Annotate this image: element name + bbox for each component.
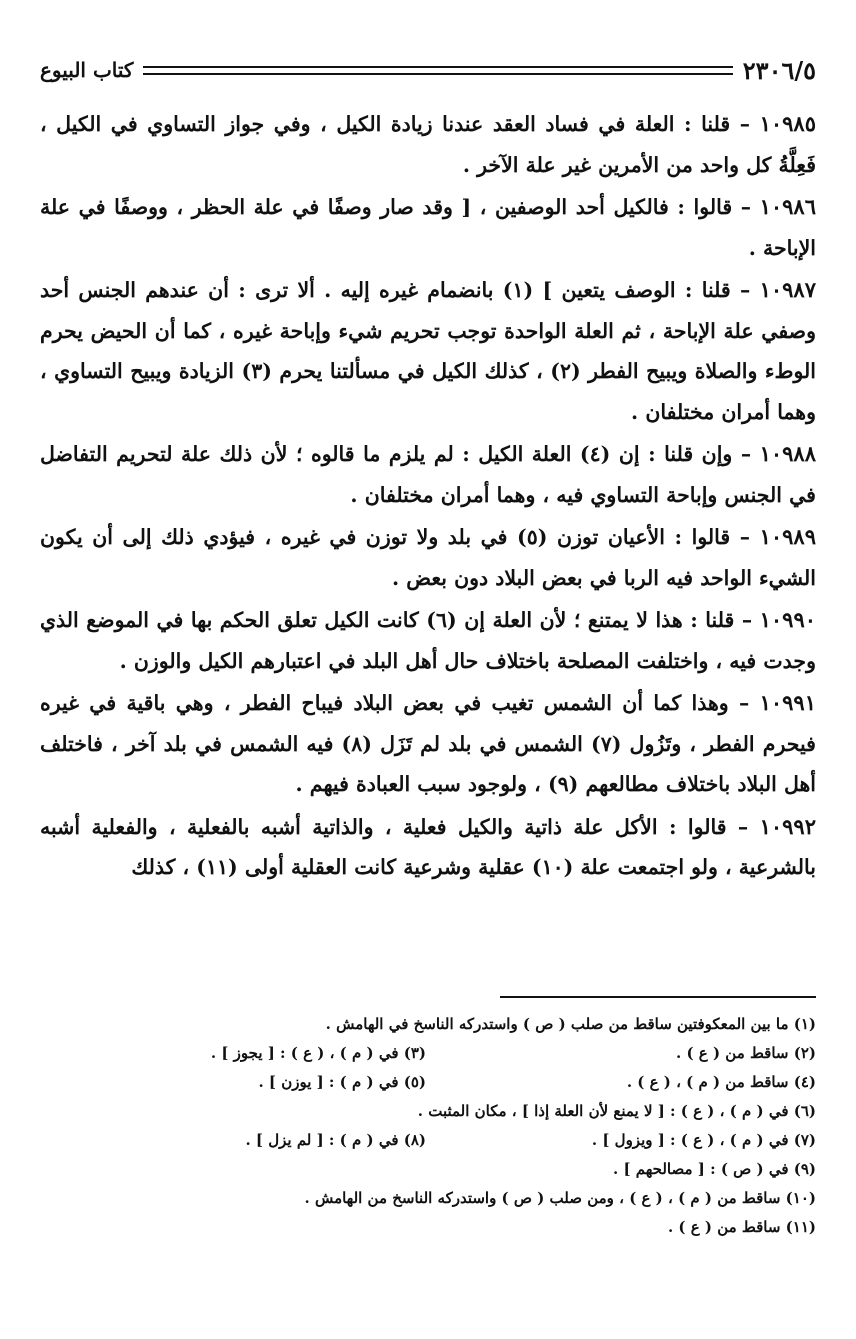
paragraph: [40, 683, 816, 805]
paragraph-number: ١٠٩٨٨: [759, 441, 816, 466]
paragraph-number: ١٠٩٩١: [759, 690, 816, 715]
paragraph: [40, 187, 816, 268]
paragraph: [40, 600, 816, 681]
footnote: (٦) في ( م ) ، ( ع ) : [ لا يمنع لأن العلة إذا ] ، مكان المثبت .: [417, 1102, 816, 1120]
page-number: ٢٣٠٦/٥: [742, 55, 816, 85]
paragraph-number: ١٠٩٨٥: [759, 111, 816, 136]
paragraph-number: ١٠٩٨٩: [759, 524, 816, 549]
paragraph-text: – وإن قلنا : إن (٤) العلة الكيل : لم يلزم ما قالوه ؛ لأن ذلك علة لتحريم التفاضل في الجنس وإباحة التساوي فيه ، وهما أمران مختلفان .: [40, 442, 816, 507]
paragraph: [40, 270, 816, 432]
footnote: (٢) ساقط من ( ع ) .: [676, 1044, 816, 1062]
paragraph: [40, 434, 816, 515]
footnote-row: [40, 1068, 816, 1097]
footnote: (١١) ساقط من ( ع ) .: [667, 1218, 816, 1236]
paragraph: [40, 517, 816, 598]
paragraph-text: – قلنا : هذا لا يمتنع ؛ لأن العلة إن (٦) كانت الكيل تعلق الحكم بها في الموضع الذي وجدت فيه ، واختلفت المصلحة باختلاف حال أهل البلد في اعتبارهم الكيل والوزن .: [40, 608, 816, 673]
footnote-row: [40, 1039, 816, 1068]
paragraph: [40, 104, 816, 185]
paragraph: [40, 807, 816, 888]
footnote: (١) ما بين المعكوفتين ساقط من صلب ( ص ) واستدركه الناسخ في الهامش .: [325, 1015, 816, 1033]
footnote-separator: [500, 996, 816, 998]
footnotes: [40, 1010, 816, 1242]
paragraph-number: ١٠٩٨٧: [759, 277, 816, 302]
paragraph-text: – وهذا كما أن الشمس تغيب في بعض البلاد فيباح الفطر ، وهي باقية في غيره فيحرم الفطر ، وتَزُول (٧) الشمس في بلد لم تَزَل (٨) فيه الشمس في بلد آخر ، فاختلف أهل البلاد باختلاف مطالعهم (٩) ، ولوجود سبب العبادة فيهم .: [40, 691, 816, 796]
footnote: (٨) في ( م ) : [ لم يزل ] .: [245, 1131, 426, 1149]
paragraph-number: ١٠٩٩٠: [759, 607, 817, 632]
footnote-row: [40, 1126, 816, 1155]
book-title: كتاب البيوع: [40, 58, 134, 82]
header-rule: [143, 66, 732, 75]
paragraph-text: – قلنا : العلة في فساد العقد عندنا زيادة الكيل ، وفي جواز التساوي في الكيل ، فَعِلَّةُ كل واحد من الأمرين غير علة الآخر .: [40, 112, 816, 177]
footnote: (٥) في ( م ) : [ يوزن ] .: [258, 1073, 426, 1091]
main-text: [40, 104, 816, 888]
footnote: (١٠) ساقط من ( م ) ، ( ع ) ، ومن صلب ( ص ) واستدركه الناسخ من الهامش .: [304, 1189, 816, 1207]
paragraph-text: – قالوا : فالكيل أحد الوصفين ، [ وقد صار وصفًا في علة الحظر ، ووصفًا في علة الإباحة .: [40, 195, 816, 260]
paragraph-text: – قالوا : الأكل علة ذاتية والكيل فعلية ، والذاتية أشبه بالفعلية ، والفعلية أشبه بالشرعية ، ولو اجتمعت علة (١٠) عقلية وشرعية كانت العقلية أولى (١١) ، كذلك: [40, 814, 816, 879]
paragraph-number: ١٠٩٨٦: [759, 194, 816, 219]
footnote: (٤) ساقط من ( م ) ، ( ع ) .: [626, 1073, 816, 1091]
footnote: (٧) في ( م ) ، ( ع ) : [ ويزول ] .: [591, 1131, 816, 1149]
paragraph-text: – قالوا : الأعيان توزن (٥) في بلد ولا توزن في غيره ، فيؤدي ذلك إلى أن يكون الشيء الواحد فيه الربا في بعض البلاد دون بعض .: [40, 525, 816, 590]
footnote: (٩) في ( ص ) : [ مصالحهم ] .: [613, 1160, 816, 1178]
footnote: (٣) في ( م ) ، ( ع ) : [ يجوز ] .: [210, 1044, 426, 1062]
paragraph-number: ١٠٩٩٢: [759, 813, 816, 839]
page-header: [40, 50, 816, 90]
paragraph-text: – قلنا : الوصف يتعين ] (١) بانضمام غيره إليه . ألا ترى : أن عندهم الجنس أحد وصفي علة الإباحة ، ثم العلة الواحدة توجب تحريم شيء وإباحة غيره ، كما أن الحيض يحرم الوطء والصلاة ويبيح الفطر (٢) ، كذلك الكيل في مسألتنا يحرم (٣) الزيادة ويبيح التساوي ، وهما أمران مختلفان .: [40, 278, 817, 424]
